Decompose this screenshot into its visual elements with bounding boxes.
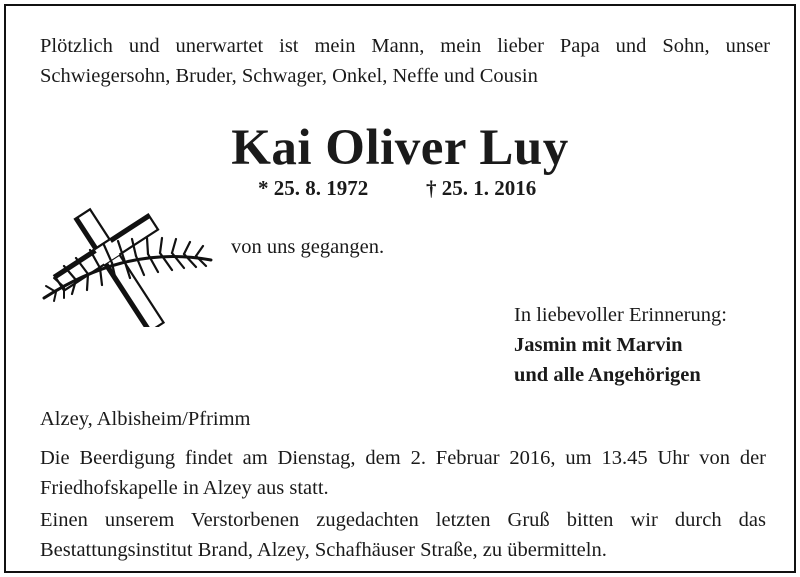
memory-label: In liebevoller Erinnerung: <box>514 304 727 326</box>
obituary-notice <box>4 4 796 573</box>
funeral-info: Die Beerdigung findet am Dienstag, dem 2. Februar 2016, um 13.45 Uhr von der Friedhofskapelle in Alzey aus statt. <box>40 447 766 499</box>
family-line: Jasmin mit Marvin <box>514 334 683 356</box>
death-date: † 25. 1. 2016 <box>426 176 537 200</box>
passing-text: von uns gegangen. <box>231 236 385 258</box>
cross-with-palm-frond-icon <box>36 202 221 327</box>
deceased-name: Kai Oliver Luy <box>231 120 569 176</box>
place-text: Alzey, Albisheim/Pfrimm <box>40 408 251 430</box>
birth-date: * 25. 8. 1972 <box>258 176 369 200</box>
family-line: und alle Angehörigen <box>514 364 701 386</box>
family-signatures <box>514 330 701 390</box>
donation-info: Einen unserem Verstorbenen zugedachten letzten Gruß bitten wir durch das Bestattungsinstitut Brand, Alzey, Schafhäuser Straße, zu übermitteln. <box>40 509 766 561</box>
intro-text: Plötzlich und unerwartet ist mein Mann, mein lieber Papa und Sohn, unser Schwiegersohn, Bruder, Schwager, Onkel, Neffe und Cousin <box>40 35 770 87</box>
